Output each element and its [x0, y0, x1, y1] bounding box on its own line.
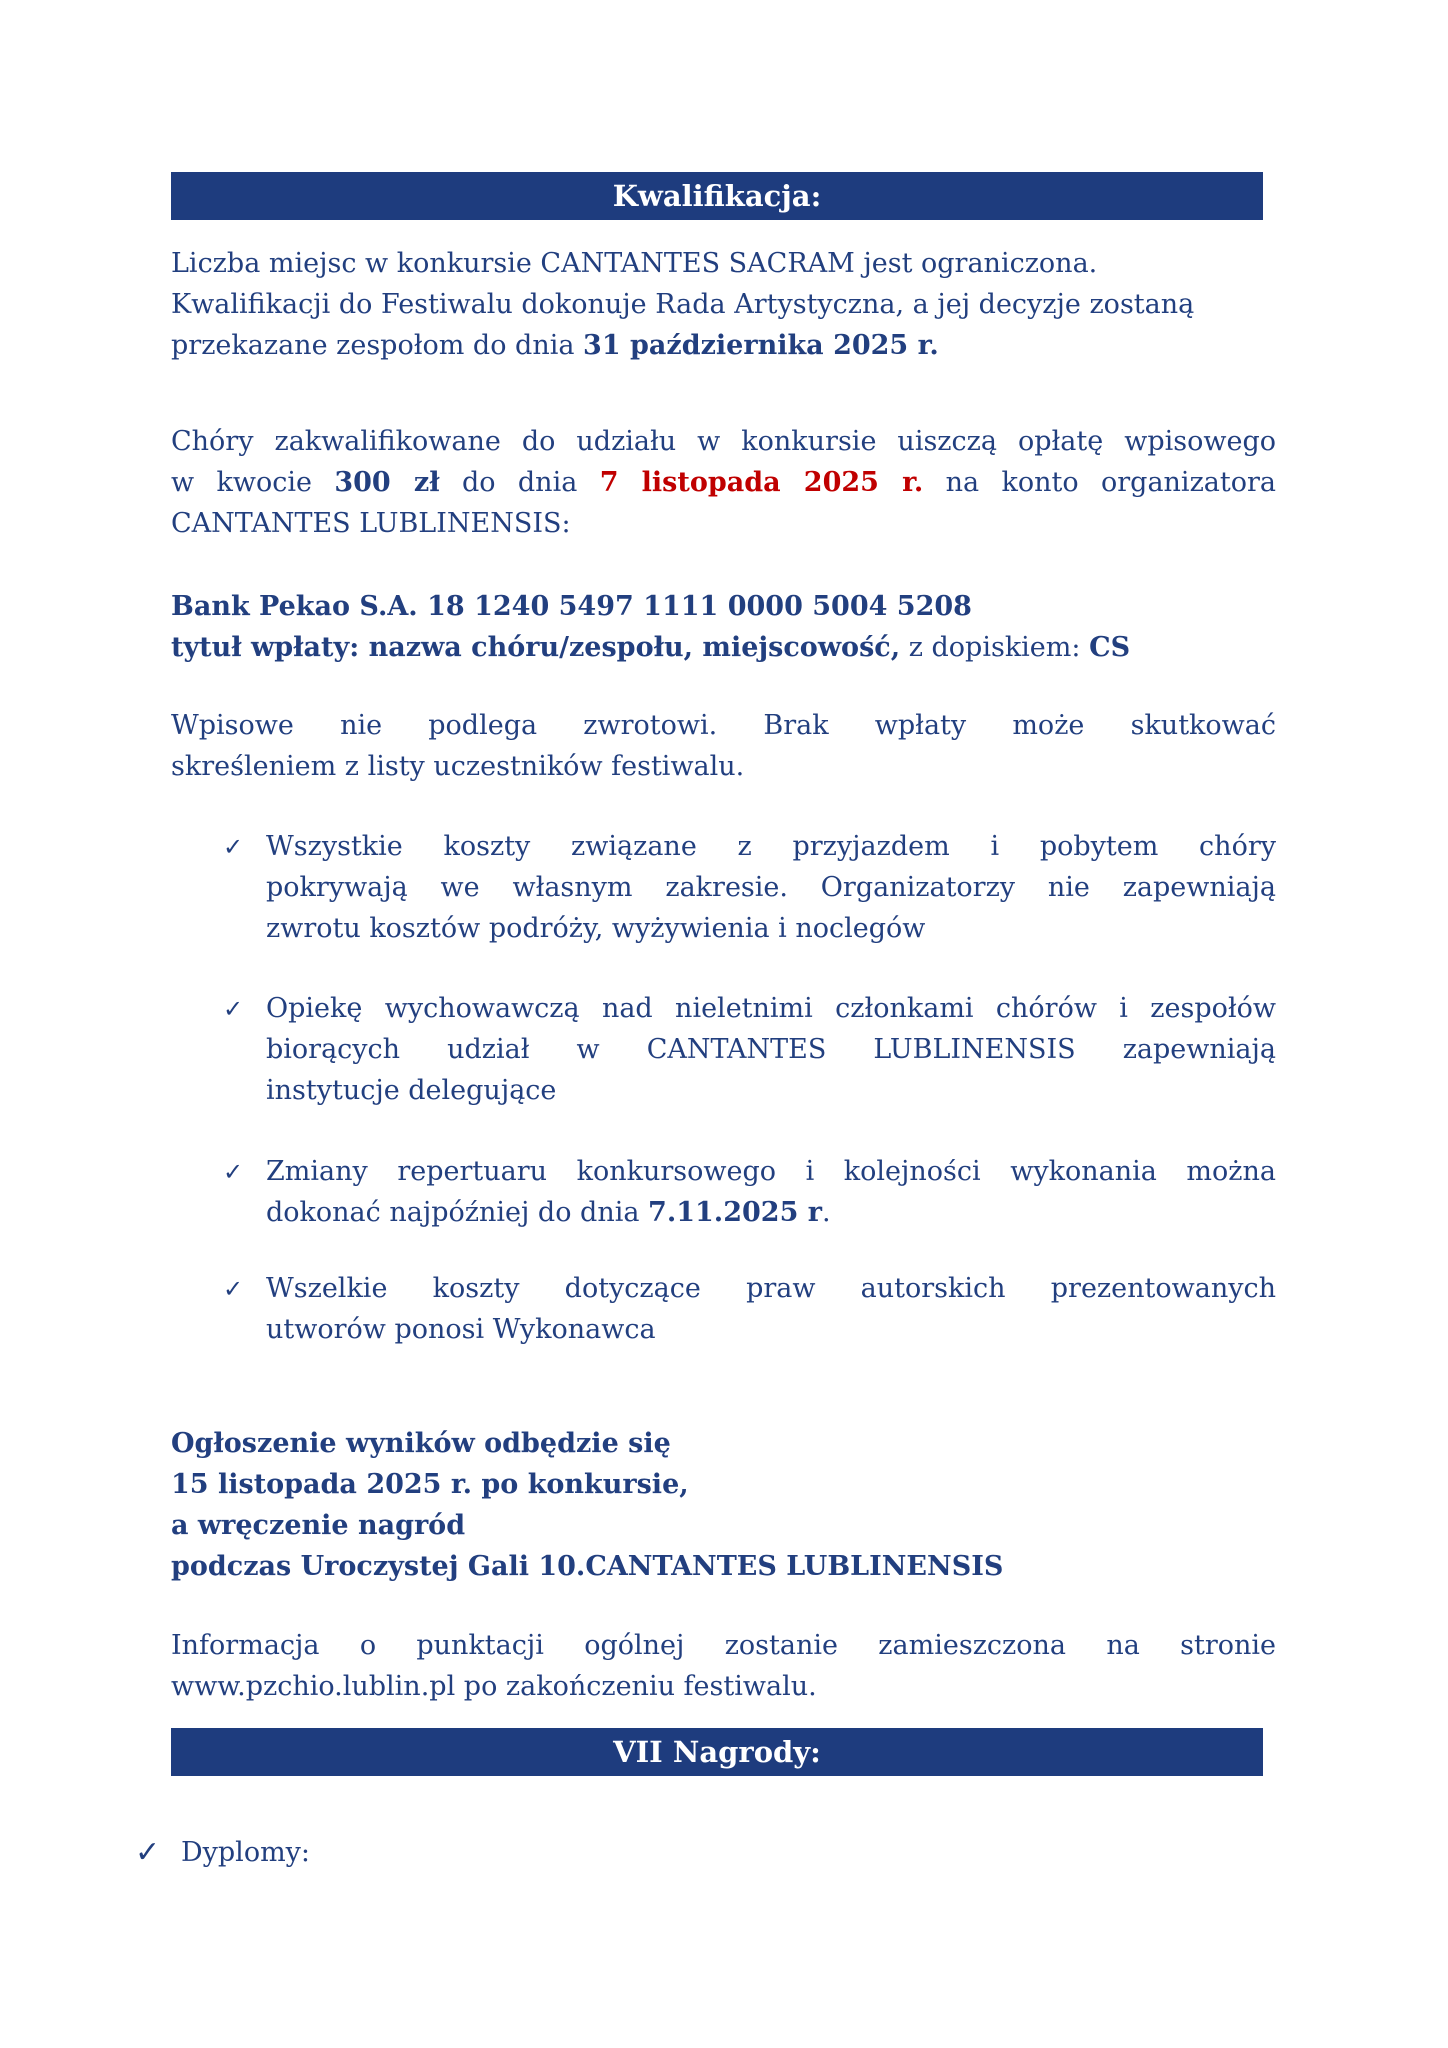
text-run: Dyplomy: — [181, 1837, 311, 1868]
text-line — [266, 1070, 1276, 1111]
text-run: podczas Uroczystej Gali 10.CANTANTES LUBLINENSIS — [171, 1551, 1004, 1582]
text-run: Wszelkie koszty dotyczące praw autorskich prezentowanych — [266, 1273, 1276, 1304]
text-line — [266, 1151, 1276, 1192]
checkmark-icon: ✓ — [223, 995, 244, 1023]
text-run: instytucje delegujące — [266, 1075, 557, 1106]
text-line — [171, 1625, 1276, 1666]
checkmark-icon: ✓ — [223, 1158, 244, 1186]
text-run: Wpisowe nie podlega zwrotowi. Brak wpłaty może skutkować — [171, 710, 1276, 741]
text-line — [171, 1546, 1276, 1587]
text-run: Bank Pekao S.A. 18 1240 5497 1111 0000 5004 5208 — [171, 591, 972, 622]
text-run: Liczba miejsc w konkursie CANTANTES SACRAM jest ograniczona. — [171, 248, 1098, 279]
bullet-text — [266, 1268, 1276, 1350]
text-run: utworów ponosi Wykonawca — [266, 1314, 656, 1345]
text-run: 300 zł — [334, 467, 440, 498]
text-line — [171, 627, 1276, 668]
text-line — [171, 284, 1276, 325]
text-run: 7 listopada 2025 r. — [599, 467, 924, 498]
text-run: skreśleniem z listy uczestników festiwalu. — [171, 751, 745, 782]
text-run: tytuł wpłaty: nazwa chóru/zespołu, miejscowość, — [171, 632, 901, 663]
checkmark-icon: ✓ — [135, 1835, 161, 1870]
text-line — [266, 867, 1276, 908]
center-ogloszenie-wynikow — [171, 1423, 1276, 1587]
text-line — [171, 325, 1276, 366]
text-line — [266, 826, 1276, 867]
text-line — [171, 243, 1276, 284]
text-run: Ogłoszenie wyników odbędzie się — [171, 1428, 671, 1459]
text-run: na konto organizatora — [923, 467, 1276, 498]
para-chory-oplata — [171, 421, 1276, 544]
text-run: 15 listopada 2025 r. po konkursie, — [171, 1469, 689, 1500]
text-line — [171, 586, 1276, 627]
text-line — [266, 1268, 1276, 1309]
section-bar-nagrody-title: VII Nagrody: — [613, 1735, 821, 1769]
text-line — [266, 1192, 1276, 1233]
text-run: Zmiany repertuaru konkursowego i kolejności wykonania można — [266, 1156, 1276, 1187]
text-line — [266, 988, 1276, 1029]
text-line — [171, 1464, 1276, 1505]
bullet-koszty-przyjazd — [171, 826, 1276, 949]
text-line — [171, 746, 1276, 787]
text-line — [171, 421, 1276, 462]
text-run: Wszystkie koszty związane z przyjazdem i pobytem chóry — [266, 831, 1276, 862]
checkmark-icon: ✓ — [223, 1275, 244, 1303]
text-run: CS — [1089, 632, 1131, 663]
bullet-text — [266, 988, 1276, 1111]
text-run: dokonać najpóźniej do dnia — [266, 1197, 649, 1228]
text-line — [171, 462, 1276, 503]
text-line — [171, 503, 1276, 544]
section-bar-kwalifikacja-title: Kwalifikacja: — [612, 179, 822, 213]
bullet-text — [266, 826, 1276, 949]
text-line — [171, 705, 1276, 746]
text-run: 7.11.2025 r — [648, 1197, 822, 1228]
bullet-text — [181, 1832, 1276, 1873]
text-run: CANTANTES LUBLINENSIS: — [171, 508, 571, 539]
text-line — [181, 1832, 1276, 1873]
text-run: do dnia — [439, 467, 600, 498]
text-line — [171, 1666, 1276, 1707]
para-liczba-miejsc — [171, 243, 1276, 366]
bullet-zmiany-repertuaru — [171, 1151, 1276, 1233]
text-run: Chóry zakwalifikowane do udziału w konkursie uiszczą opłatę wpisowego — [171, 426, 1276, 457]
checkmark-icon: ✓ — [223, 833, 244, 861]
text-run: . — [821, 1197, 831, 1228]
section-bar-kwalifikacja — [171, 172, 1263, 220]
para-wpisowe — [171, 705, 1276, 787]
bullet-prawa-autorskie — [171, 1268, 1276, 1350]
text-run: pokrywają we własnym zakresie. Organizatorzy nie zapewniają — [266, 872, 1276, 903]
text-run: Kwalifikacji do Festiwalu dokonuje Rada Artystyczna, a jej decyzje zostaną — [171, 289, 1195, 320]
text-run: z dopiskiem: — [900, 632, 1090, 663]
bank-account-block — [171, 586, 1276, 668]
para-informacja-punktacja — [171, 1625, 1276, 1707]
text-run: zwrotu kosztów podróży, wyżywienia i noclegów — [266, 913, 926, 944]
bullet-opieka-wychowawcza — [171, 988, 1276, 1111]
text-run: biorących udział w CANTANTES LUBLINENSIS zapewniają — [266, 1034, 1276, 1065]
bullet-dyplomy — [135, 1832, 1276, 1873]
text-run: Opiekę wychowawczą nad nieletnimi członkami chórów i zespołów — [266, 993, 1276, 1024]
text-line — [266, 1309, 1276, 1350]
text-line — [171, 1505, 1276, 1546]
text-line — [266, 908, 1276, 949]
text-run: 31 października 2025 r. — [583, 330, 939, 361]
text-run: przekazane zespołom do dnia — [171, 330, 584, 361]
bullet-text — [266, 1151, 1276, 1233]
text-run: Informacja o punktacji ogólnej zostanie zamieszczona na stronie — [171, 1630, 1276, 1661]
text-line — [171, 1423, 1276, 1464]
text-run: w kwocie — [171, 467, 335, 498]
section-bar-nagrody — [171, 1728, 1263, 1776]
text-run: a wręczenie nagród — [171, 1510, 466, 1541]
text-run: www.pzchio.lublin.pl po zakończeniu festiwalu. — [171, 1671, 817, 1702]
text-line — [266, 1029, 1276, 1070]
